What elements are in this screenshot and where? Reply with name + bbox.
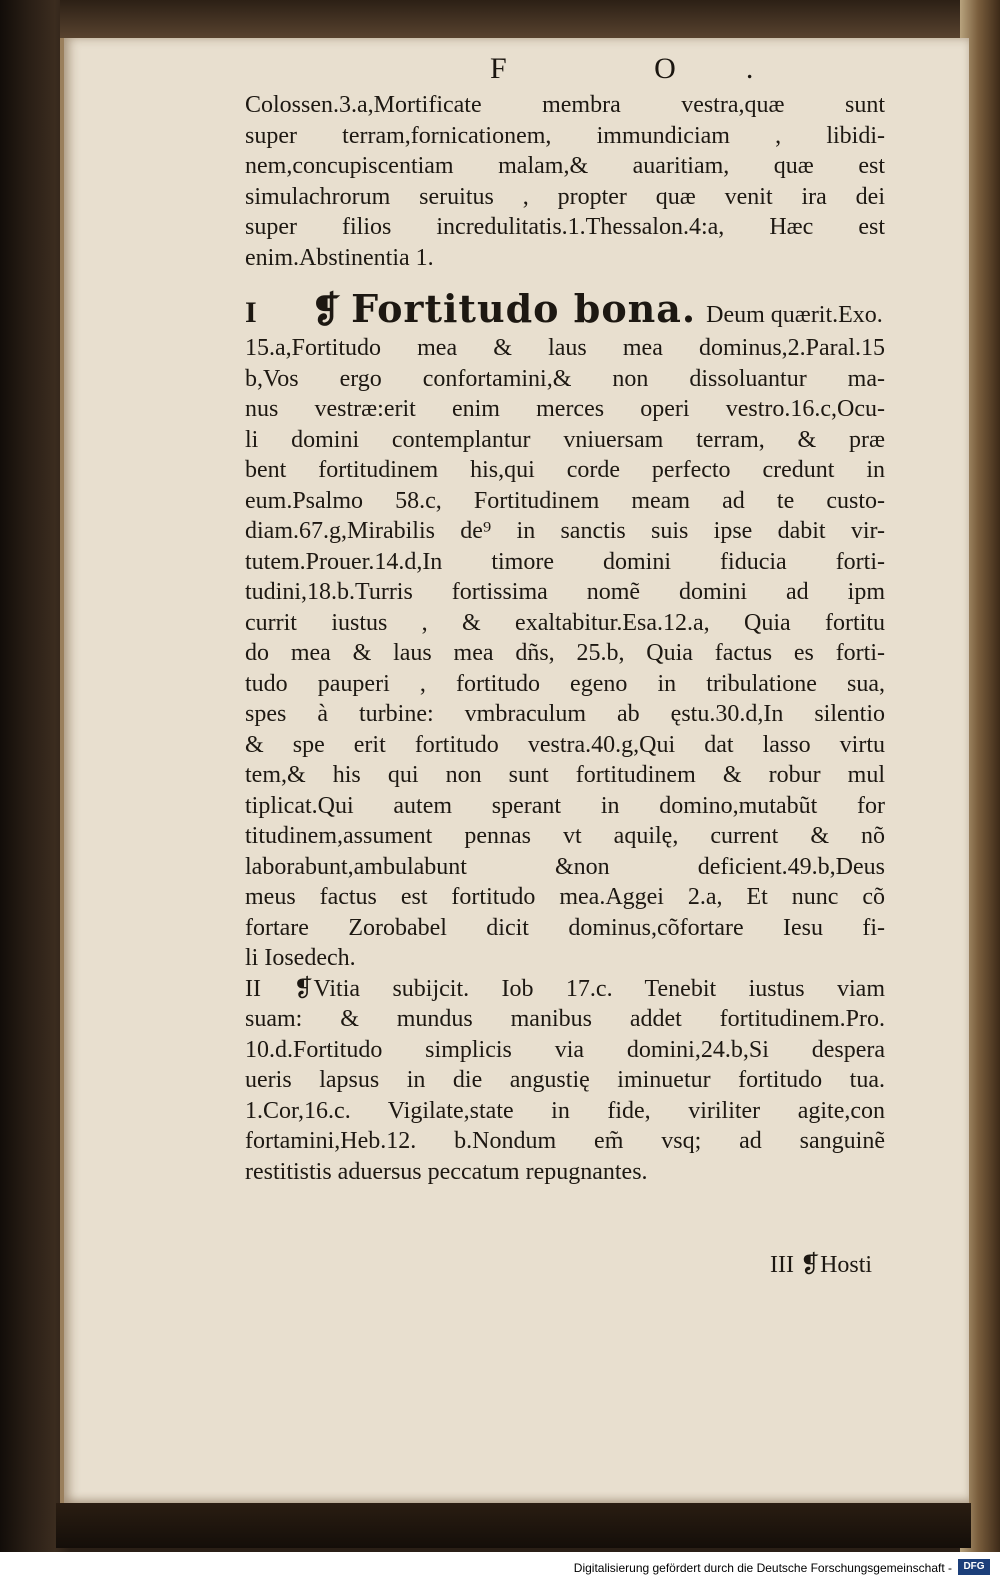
section-two-paragraph bbox=[245, 974, 885, 1188]
section-one-paragraph bbox=[245, 333, 885, 974]
text-line: & spe erit fortitudo vestra.40.g,Qui dat lasso virtu bbox=[245, 731, 885, 758]
text-line: diam.67.g,Mirabilis de⁹ in sanctis suis ipse dabit vir- bbox=[245, 518, 885, 544]
catchword: III ❡Hosti bbox=[770, 1252, 873, 1278]
text-line: fortare Zorobabel dicit dominus,cõfortare Iesu fi- bbox=[245, 914, 885, 941]
text-line: simulachrorum seruitus , propter quæ venit ira dei bbox=[245, 183, 885, 210]
text-line: tiplicat.Qui autem sperant in domino,mutabũt for bbox=[245, 792, 885, 819]
text-line: spes à turbine: vmbraculum ab ęstu.30.d,In silentio bbox=[245, 701, 885, 727]
book-bottom-edge bbox=[56, 1503, 971, 1548]
text-line: super filios incredulitatis.1.Thessalon.4:a, Hæc est bbox=[245, 214, 885, 240]
text-line: suam: & mundus manibus addet fortitudinem.Pro. bbox=[245, 1006, 885, 1032]
text-line: restitistis aduersus peccatum repugnantes. bbox=[245, 1158, 648, 1185]
text-line: li Iosedech. bbox=[245, 945, 356, 971]
section-heading bbox=[245, 287, 885, 331]
pilcrow-mark: ❡ bbox=[311, 290, 342, 330]
text-line: 15.a,Fortitudo mea & laus mea dominus,2.Paral.15 bbox=[245, 335, 885, 361]
text-line: fortamini,Heb.12. b.Nondum em̃ vsq; ad sanguinẽ bbox=[245, 1128, 885, 1154]
text-line: tudini,18.b.Turris fortissima nomẽ domini ad ipm bbox=[245, 579, 885, 605]
digitization-footer bbox=[0, 1552, 1000, 1588]
text-line: Colossen.3.a,Mortificate membra vestra,quæ sunt bbox=[245, 92, 885, 118]
running-head: F O. bbox=[490, 52, 824, 85]
text-line: laborabunt,ambulabunt &non deficient.49.b,Deus bbox=[245, 853, 885, 880]
intro-paragraph bbox=[245, 90, 885, 273]
text-line: 10.d.Fortitudo simplicis via domini,24.b,Si despera bbox=[245, 1036, 885, 1063]
text-line: super terram,fornicationem, immundiciam , libidi- bbox=[245, 122, 885, 149]
text-line: tudo pauperi , fortitudo egeno in tribulatione sua, bbox=[245, 670, 885, 697]
text-line: currit iustus , & exaltabitur.Esa.12.a, Quia fortitu bbox=[245, 609, 885, 636]
text-line: enim.Abstinentia 1. bbox=[245, 244, 434, 271]
text-line: II ❡Vitia subijcit. Iob 17.c. Tenebit iustus viam bbox=[245, 975, 885, 1002]
text-line: li domini contemplantur vniuersam terram, & præ bbox=[245, 426, 885, 453]
text-line: ueris lapsus in die angustię iminuetur fortitudo tua. bbox=[245, 1067, 885, 1093]
text-line: tutem.Prouer.14.d,In timore domini fiducia forti- bbox=[245, 548, 885, 575]
page-text-block bbox=[245, 90, 885, 1187]
dfg-logo-icon: DFG bbox=[958, 1559, 990, 1575]
text-line: titudinem,assument pennas vt aquilę, current & nõ bbox=[245, 823, 885, 849]
book-top-edge bbox=[60, 0, 1000, 40]
section-heading-text: Deum quærit.Exo. bbox=[706, 302, 883, 328]
text-line: bent fortitudinem his,qui corde perfecto credunt in bbox=[245, 457, 885, 483]
section-number: I bbox=[245, 296, 257, 329]
section-title: Fortitudo bona. bbox=[351, 286, 697, 331]
text-line: eum.Psalmo 58.c, Fortitudinem meam ad te custo- bbox=[245, 487, 885, 514]
text-line: nus vestræ:erit enim merces operi vestro.16.c,Ocu- bbox=[245, 396, 885, 422]
text-line: 1.Cor,16.c. Vigilate,state in fide, viriliter agite,con bbox=[245, 1097, 885, 1124]
text-line: nem,concupiscentiam malam,& auaritiam, quæ est bbox=[245, 153, 885, 179]
text-line: b,Vos ergo confortamini,& non dissoluantur ma- bbox=[245, 365, 885, 392]
text-line: do mea & laus mea dñs, 25.b, Quia factus es forti- bbox=[245, 640, 885, 666]
text-line: meus factus est fortitudo mea.Aggei 2.a, Et nunc cõ bbox=[245, 884, 885, 910]
footer-credit: Digitalisierung gefördert durch die Deutsche Forschungsgemeinschaft - bbox=[573, 1561, 952, 1575]
text-line: tem,& his qui non sunt fortitudinem & robur mul bbox=[245, 762, 885, 788]
